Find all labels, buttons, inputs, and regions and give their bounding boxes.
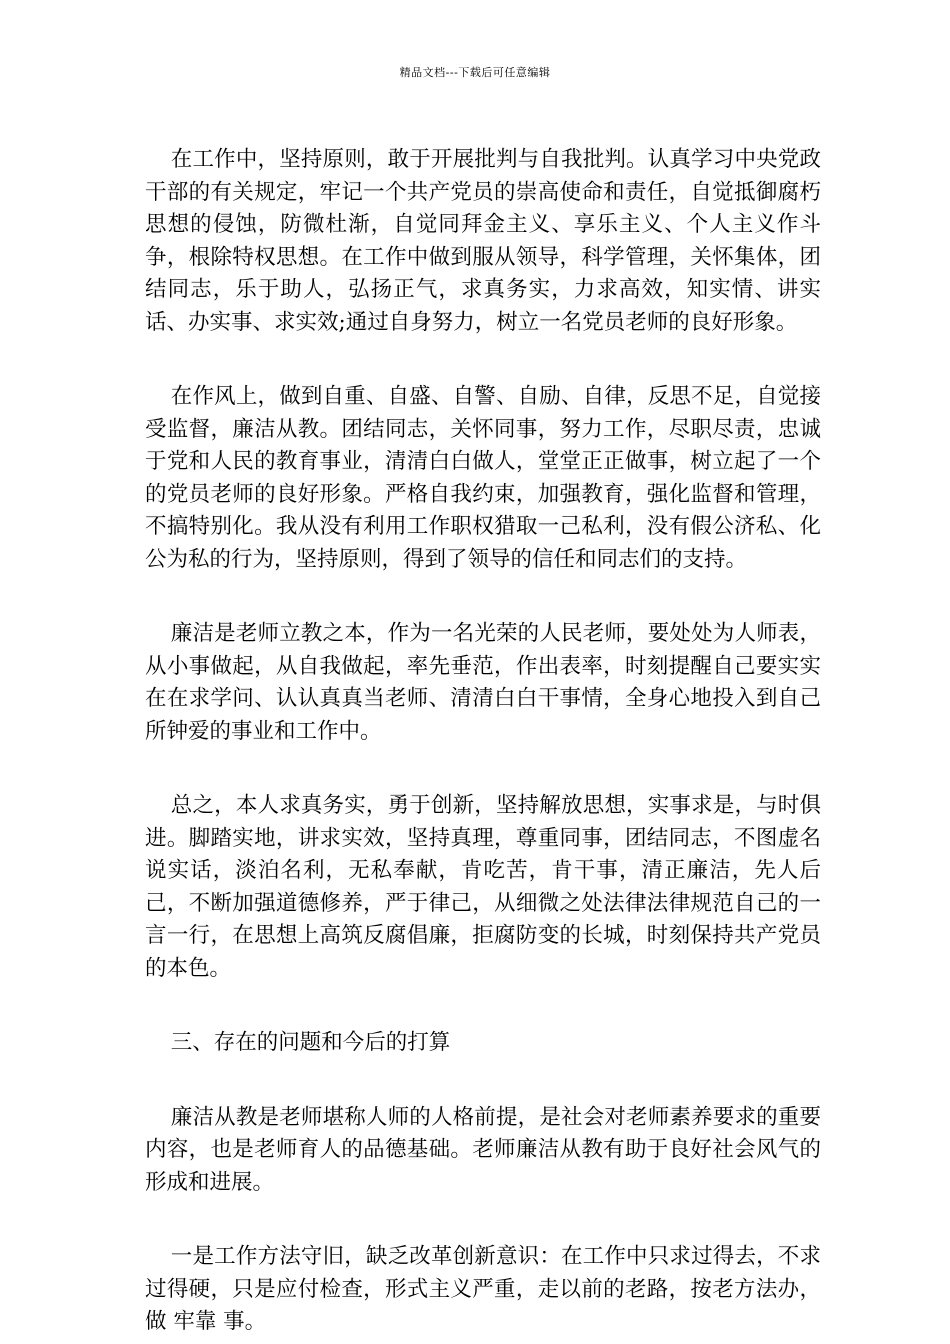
document-body — [145, 144, 821, 1339]
paragraph-work-principles: 在工作中，坚持原则，敢于开展批判与自我批判。认真学习中央党政干部的有关规定，牢记一个共产党员的崇高使命和责任，自觉抵御腐朽思想的侵蚀，防微杜渐，自觉同拜金主义、享乐主义、个人主义作斗争，根除特权思想。在工作中做到服从领导，科学管理，关怀集体，团结同志，乐于助人，弘扬正气，求真务实，力求高效，知实情、讲实话、办实事、求实效;通过自身努力，树立一名党员老师的良好形象。 — [145, 147, 821, 335]
paragraph-integrity-foundation: 廉洁是老师立教之本，作为一名光荣的人民老师，要处处为人师表，从小事做起，从自我做起，率先垂范，作出表率，时刻提醒自己要实实在在求学问、认认真真当老师、清清白白干事情，全身心地投入到自己所钟爱的事业和工作中。 — [145, 621, 821, 744]
paragraph-summary: 总之，本人求真务实，勇于创新，坚持解放思想，实事求是，与时俱进。脚踏实地，讲求实效，坚持真理，尊重同事，团结同志，不图虚名说实话，淡泊名利，无私奉献，肯吃苦，肯干事，清正廉洁，先人后己，不断加强道德修养，严于律己，从细微之处法律法律规范自己的一言一行，在思想上高筑反腐倡廉，拒腐防变的长城，时刻保持共产党员的本色。 — [145, 793, 821, 981]
paragraph-problem-one: 一是工作方法守旧，缺乏改革创新意识：在工作中只求过得去，不求过得硬，只是应付检查，形式主义严重，走以前的老路，按老方法办，做 牢靠 事。 — [145, 1244, 821, 1334]
page-header: 精品文档---下载后可任意编辑 — [399, 66, 551, 79]
section-heading-problems-plans: 三、存在的问题和今后的打算 — [170, 1030, 451, 1055]
paragraph-work-style: 在作风上，做到自重、自盛、自警、自励、自律，反思不足，自觉接受监督，廉洁从教。团结同志，关怀同事，努力工作，尽职尽责，忠诚于党和人民的教育事业，清清白白做人，堂堂正正做事，树立起了一个的党员老师的良好形象。严格自我约束，加强教育，强化监督和管理，不搞特别化。我从没有利用工作职权猎取一己私利，没有假公济私、化公为私的行为，坚持原则，得到了领导的信任和同志们的支持。 — [145, 384, 821, 572]
paragraph-integrity-premise: 廉洁从教是老师堪称人师的人格前提，是社会对老师素养要求的重要内容，也是老师育人的品德基础。老师廉洁从教有助于良好社会风气的形成和进展。 — [145, 1104, 821, 1195]
